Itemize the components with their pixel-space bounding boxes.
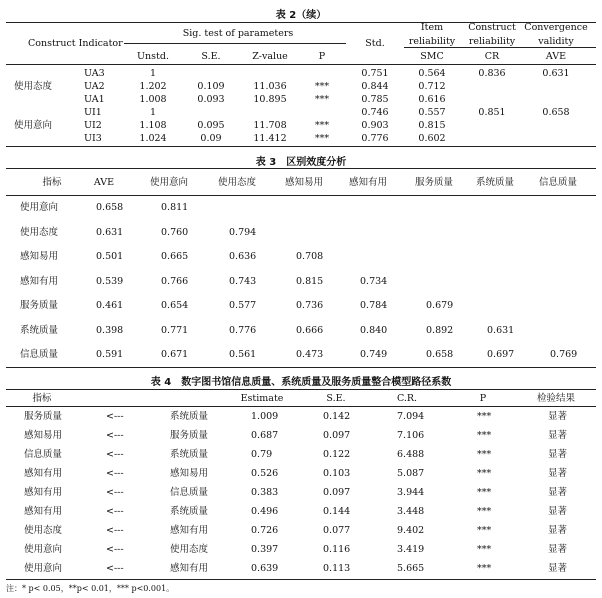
t4-cell: 信息质量 — [170, 487, 209, 498]
t4-header-cell: Estimate — [240, 393, 284, 404]
t2-cell-std: 0.844 — [361, 81, 389, 92]
t2-header-convergence-validity-2: validity — [538, 36, 574, 47]
t3-cell: 0.591 — [96, 349, 124, 360]
t4-cell: 0.687 — [251, 430, 279, 441]
t2-cell-unstd: 1.108 — [139, 120, 167, 131]
t4-header-cell: 指标 — [32, 393, 52, 404]
t2-cell-ave: 0.631 — [542, 68, 570, 79]
t2-cell-p: *** — [314, 120, 330, 131]
t2-header-se: S.E. — [201, 51, 221, 62]
t2-subheader-rule-right — [404, 47, 596, 48]
t4-arrow: <--- — [106, 430, 124, 441]
t4-cell: *** — [477, 563, 492, 574]
t4-cell: 0.103 — [323, 468, 351, 479]
table3-caption: 表 3 区别效度分析 — [255, 157, 347, 168]
t3-cell: 0.398 — [96, 324, 124, 336]
t2-header-bottom-rule — [6, 64, 596, 65]
t3-cell: 0.776 — [229, 324, 257, 336]
t2-header-item-reliability-2: reliability — [408, 36, 456, 47]
t4-cell: 使用态度 — [170, 544, 209, 555]
t4-cell: 感知有用 — [170, 563, 209, 574]
t4-cell: 9.402 — [397, 525, 425, 536]
t2-cell-z: 11.036 — [253, 81, 287, 92]
t2-header-convergence-validity-1: Convergence — [524, 22, 588, 33]
t3-cell: 0.784 — [360, 300, 388, 311]
t3-cell: 0.679 — [426, 300, 454, 311]
t3-row-label: 信息质量 — [20, 349, 59, 360]
t4-cell: 显著 — [548, 506, 568, 517]
t4-cell: 系统质量 — [170, 449, 209, 460]
t3-header-cell: 服务质量 — [414, 177, 454, 188]
t2-cell-z: 10.895 — [253, 94, 287, 105]
t3-cell: 0.892 — [426, 324, 454, 336]
t4-header-cell: 检验结果 — [536, 393, 576, 404]
t3-cell: 0.736 — [296, 300, 324, 311]
t2-header-construct-reliability-1: Construct — [468, 22, 516, 33]
t3-cell: 0.760 — [161, 226, 189, 238]
t4-cell: 感知易用 — [170, 468, 209, 479]
t3-cell: 0.636 — [229, 251, 257, 262]
t4-cell: 显著 — [548, 468, 568, 479]
t2-cell-cr: 0.851 — [478, 107, 506, 118]
t2-header-zvalue: Z-value — [252, 51, 288, 62]
t2-cell-p: *** — [314, 94, 330, 105]
t4-cell: 感知易用 — [24, 430, 63, 441]
t4-cell: 系统质量 — [170, 411, 209, 422]
table-footnote: 注：* p< 0.05，**p< 0.01，*** p<0.001。 — [6, 584, 175, 593]
t3-header-cell: 使用意向 — [149, 177, 189, 188]
t2-cell-std: 0.751 — [361, 68, 389, 79]
t3-cell: 0.539 — [96, 275, 124, 287]
t4-cell: 3.944 — [397, 487, 425, 498]
t4-cell: 7.094 — [397, 411, 425, 422]
t2-cell-smc: 0.616 — [418, 94, 446, 105]
t3-header-cell: AVE — [93, 177, 115, 188]
t3-row-label: 使用态度 — [20, 226, 59, 238]
t4-cell: 感知有用 — [24, 506, 63, 517]
t4-cell: 显著 — [548, 430, 568, 441]
t3-header-cell: 系统质量 — [475, 177, 515, 188]
t4-arrow: <--- — [106, 468, 124, 479]
t3-header-cell: 使用态度 — [217, 177, 257, 188]
t3-cell: 0.671 — [161, 349, 189, 360]
t2-cell-indicator: UI3 — [84, 133, 102, 144]
t3-cell: 0.811 — [161, 202, 189, 213]
t4-arrow: <--- — [106, 563, 124, 574]
t2-cell-cr: 0.836 — [478, 68, 506, 79]
t2-cell-unstd: 1.008 — [139, 94, 167, 105]
t2-cell-indicator: UA1 — [84, 94, 105, 105]
t4-cell: 0.144 — [323, 506, 351, 517]
t3-cell: 0.473 — [296, 349, 324, 360]
t4-cell: 使用意向 — [24, 563, 63, 574]
t4-cell: 0.496 — [251, 506, 279, 517]
t2-cell-indicator: UI1 — [84, 107, 102, 118]
table4-caption: 表 4 数字图书馆信息质量、系统质量及服务质量整合模型路径系数 — [150, 377, 452, 388]
table4-top-rule — [6, 389, 596, 390]
t2-header-construct-reliability-2: reliability — [468, 36, 516, 47]
t3-header-bottom-rule — [6, 195, 596, 196]
t4-cell: 0.79 — [251, 449, 273, 460]
t2-cell-unstd: 1.024 — [139, 133, 167, 144]
t4-cell: 服务质量 — [170, 430, 209, 441]
t4-cell: *** — [477, 449, 492, 460]
t4-arrow: <--- — [106, 506, 124, 517]
table4-bottom-rule — [6, 579, 596, 580]
t2-header-cr: CR — [484, 51, 500, 62]
t3-cell: 0.666 — [296, 324, 324, 336]
t4-cell: 0.397 — [251, 544, 279, 555]
t3-cell: 0.840 — [360, 324, 388, 336]
t4-cell: 0.526 — [251, 468, 279, 479]
t3-cell: 0.743 — [229, 275, 257, 287]
t3-cell: 0.815 — [296, 275, 324, 287]
t4-cell: 1.009 — [251, 411, 279, 422]
t2-cell-unstd: 1 — [149, 107, 157, 118]
t2-cell-smc: 0.564 — [418, 68, 446, 79]
t4-cell: 5.087 — [397, 468, 425, 479]
t4-cell: 0.116 — [323, 544, 351, 555]
t4-cell: 6.488 — [397, 449, 425, 460]
t4-cell: 5.665 — [397, 563, 425, 574]
t4-cell: 服务质量 — [24, 411, 63, 422]
t2-cell-smc: 0.602 — [418, 133, 446, 144]
t2-header-std: Std. — [365, 38, 385, 49]
t3-header-cell: 指标 — [42, 177, 62, 188]
t4-header-bottom-rule — [6, 406, 596, 407]
t2-cell-z: 11.412 — [253, 133, 287, 144]
table2-bottom-rule — [6, 146, 596, 147]
t2-cell-ave: 0.658 — [542, 107, 570, 118]
t2-cell-unstd: 1.202 — [139, 81, 167, 92]
table2-caption: 表 2（续） — [275, 10, 327, 21]
t3-cell: 0.658 — [426, 349, 454, 360]
t3-cell: 0.769 — [550, 349, 578, 360]
t2-construct-label: 使用意向 — [14, 120, 53, 131]
t4-arrow: <--- — [106, 449, 124, 460]
t4-cell: 显著 — [548, 563, 568, 574]
t4-cell: 0.122 — [323, 449, 351, 460]
t3-row-label: 感知有用 — [20, 275, 59, 287]
t3-cell: 0.561 — [229, 349, 257, 360]
t2-header-sig-test: Sig. test of parameters — [182, 28, 294, 39]
t2-cell-z: 11.708 — [253, 120, 287, 131]
t4-cell: 显著 — [548, 487, 568, 498]
t2-cell-se: 0.109 — [197, 81, 225, 92]
t2-cell-std: 0.785 — [361, 94, 389, 105]
t2-cell-smc: 0.557 — [418, 107, 446, 118]
t3-cell: 0.794 — [229, 226, 257, 238]
t4-cell: 0.113 — [323, 563, 351, 574]
t4-arrow: <--- — [106, 544, 124, 555]
t2-sig-test-rule — [124, 43, 346, 44]
t2-header-item-reliability-1: Item — [420, 22, 444, 33]
t2-cell-std: 0.746 — [361, 107, 389, 118]
t2-header-unstd: Unstd. — [137, 51, 169, 62]
t4-cell: 感知有用 — [24, 487, 63, 498]
t4-cell: *** — [477, 468, 492, 479]
t3-cell: 0.665 — [161, 251, 189, 262]
t3-cell: 0.708 — [296, 251, 324, 262]
t4-cell: 感知有用 — [24, 468, 63, 479]
t4-cell: *** — [477, 525, 492, 536]
t4-header-cell: C.R. — [396, 393, 418, 404]
t4-cell: *** — [477, 411, 492, 422]
t2-cell-p: *** — [314, 81, 330, 92]
t2-cell-unstd: 1 — [149, 68, 157, 79]
t4-cell: 显著 — [548, 411, 568, 422]
t2-cell-p: *** — [314, 133, 330, 144]
t4-cell: 显著 — [548, 544, 568, 555]
t4-arrow: <--- — [106, 411, 124, 422]
t3-cell: 0.631 — [96, 226, 124, 238]
t4-cell: 系统质量 — [170, 506, 209, 517]
t4-cell: 0.639 — [251, 563, 279, 574]
t4-cell: 感知有用 — [170, 525, 209, 536]
t4-cell: 0.383 — [251, 487, 279, 498]
t2-header-construct-indicator: Construct Indicator — [28, 38, 123, 49]
t4-cell: 0.142 — [323, 411, 351, 422]
table3-top-rule — [6, 168, 596, 169]
t3-cell: 0.771 — [161, 324, 189, 336]
t2-header-p: P — [318, 51, 326, 62]
t4-header-cell: S.E. — [326, 393, 346, 404]
t2-construct-label: 使用态度 — [14, 81, 53, 92]
t2-cell-smc: 0.815 — [418, 120, 446, 131]
t3-cell: 0.658 — [96, 202, 124, 213]
t4-cell: 3.419 — [397, 544, 425, 555]
t4-cell: *** — [477, 506, 492, 517]
t3-cell: 0.577 — [229, 300, 257, 311]
t2-cell-se: 0.095 — [197, 120, 225, 131]
t4-cell: 0.097 — [323, 430, 351, 441]
t2-cell-std: 0.776 — [361, 133, 389, 144]
t2-cell-smc: 0.712 — [418, 81, 446, 92]
t2-cell-indicator: UI2 — [84, 120, 102, 131]
t4-cell: 使用态度 — [24, 525, 63, 536]
t3-cell: 0.697 — [487, 349, 515, 360]
t2-cell-std: 0.903 — [361, 120, 389, 131]
t3-cell: 0.631 — [487, 324, 515, 336]
t4-cell: *** — [477, 544, 492, 555]
t3-header-cell: 信息质量 — [538, 177, 578, 188]
t3-row-label: 使用意向 — [20, 202, 59, 213]
t4-header-cell: P — [479, 393, 487, 404]
t4-cell: 0.726 — [251, 525, 279, 536]
t3-row-label: 系统质量 — [20, 324, 59, 336]
t3-row-label: 感知易用 — [20, 251, 59, 262]
t3-cell: 0.766 — [161, 275, 189, 287]
t4-cell: 0.077 — [323, 525, 351, 536]
t4-cell: 使用意向 — [24, 544, 63, 555]
t4-cell: 显著 — [548, 449, 568, 460]
table3-bottom-rule — [6, 367, 596, 368]
t4-cell: 显著 — [548, 525, 568, 536]
t3-header-cell: 感知有用 — [348, 177, 388, 188]
t2-cell-indicator: UA2 — [84, 81, 105, 92]
t4-cell: 3.448 — [397, 506, 425, 517]
t2-header-smc: SMC — [420, 51, 444, 62]
t3-cell: 0.734 — [360, 275, 388, 287]
t4-arrow: <--- — [106, 525, 124, 536]
t4-cell: 0.097 — [323, 487, 351, 498]
t4-cell: *** — [477, 487, 492, 498]
t3-header-cell: 感知易用 — [284, 177, 324, 188]
t3-row-label: 服务质量 — [20, 300, 59, 311]
t4-cell: 7.106 — [397, 430, 425, 441]
t3-cell: 0.654 — [161, 300, 189, 311]
t4-arrow: <--- — [106, 487, 124, 498]
t3-cell: 0.461 — [96, 300, 124, 311]
t2-cell-se: 0.09 — [200, 133, 222, 144]
t3-cell: 0.749 — [360, 349, 388, 360]
t4-cell: *** — [477, 430, 492, 441]
t4-cell: 信息质量 — [24, 449, 63, 460]
t2-cell-se: 0.093 — [197, 94, 225, 105]
t2-cell-indicator: UA3 — [84, 68, 105, 79]
t3-cell: 0.501 — [96, 251, 124, 262]
t2-header-ave: AVE — [545, 51, 567, 62]
